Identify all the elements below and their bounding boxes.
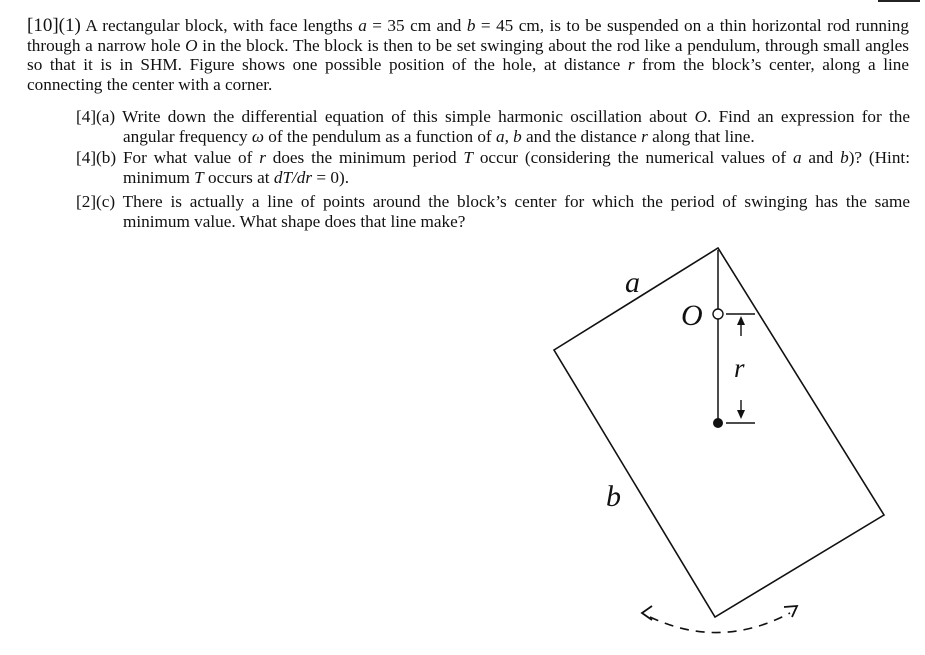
- part-b-var-T2: T: [194, 167, 204, 187]
- rectangular-block: [554, 248, 884, 617]
- part-a-text-3: of the pendulum as a function of: [263, 126, 496, 146]
- part-b-text-6: occurs at: [203, 167, 274, 187]
- intro-text-2: in the block. The block is then to be set swinging about the rod like a pendulum, through small angles so that it is in SHM. Figure shows one possible position of the hole, at distance: [27, 35, 909, 74]
- part-b-text-1: For what value of: [116, 148, 260, 167]
- block-center-dot: [713, 418, 723, 428]
- part-a-text-4: and the distance: [521, 126, 642, 146]
- hole-O-marker: [713, 309, 723, 319]
- swing-arrow-right: [784, 606, 797, 617]
- part-b-var-dTdr: dT/dr: [273, 167, 313, 187]
- r-up-arrowhead: [737, 316, 745, 325]
- part-a-sep: ,: [504, 126, 514, 146]
- var-a: a: [358, 16, 367, 35]
- part-b-text-2: does the minimum period: [265, 148, 464, 167]
- part-a-var-O: O: [694, 107, 708, 126]
- part-a-var-a: a: [495, 126, 505, 146]
- r-down-arrowhead: [737, 410, 745, 419]
- part-a-text-5: along that line.: [647, 126, 755, 146]
- figure-label-b: b: [606, 480, 621, 513]
- part-b-text-4: and: [801, 148, 841, 167]
- part-a-var-omega: ω: [251, 126, 264, 146]
- part-c-text: There is actually a line of points around the block’s center for which the period of swinging has the same minimum value. What shape does that line make?: [115, 192, 910, 231]
- part-b-var-r: r: [259, 148, 266, 167]
- part-b-text-7: = 0).: [312, 167, 349, 187]
- swing-arc: [650, 613, 790, 633]
- part-b-var-b: b: [840, 148, 849, 167]
- figure-label-r: r: [734, 353, 745, 383]
- part-b-var-T: T: [463, 148, 473, 167]
- swing-arrow-left: [642, 606, 652, 620]
- part-a-text-2: . Find an expression for the angular frequency: [123, 107, 910, 146]
- part-b-text-3: occur (considering the numerical values of: [472, 148, 793, 167]
- part-b-marker: [4](b): [76, 148, 117, 167]
- eq-a: = 35 cm and: [366, 16, 467, 35]
- figure-label-O: O: [681, 299, 703, 332]
- eq-b: = 45 cm, is to be suspended on a thin horizontal rod running through a narrow hole: [27, 16, 909, 55]
- part-a-var-r: r: [641, 126, 648, 146]
- part-a-marker: [4](a): [76, 107, 116, 126]
- part-a-text-1: Write down the differential equation of this simple harmonic oscillation about: [115, 107, 695, 126]
- var-r: r: [627, 55, 635, 74]
- part-a-var-b: b: [513, 126, 522, 146]
- var-O: O: [185, 35, 198, 55]
- problem-header: [10](1): [27, 15, 81, 36]
- var-b: b: [466, 16, 476, 35]
- part-c-marker: [2](c): [76, 192, 116, 211]
- figure-label-a: a: [625, 266, 640, 299]
- part-b-var-a: a: [792, 148, 802, 167]
- part-b-text-5: )? (Hint: minimum: [123, 148, 910, 187]
- intro-text-3: from the block’s center, along a line connecting the center with a corner.: [27, 55, 909, 94]
- intro-text-1: A rectangular block, with face lengths: [80, 16, 359, 35]
